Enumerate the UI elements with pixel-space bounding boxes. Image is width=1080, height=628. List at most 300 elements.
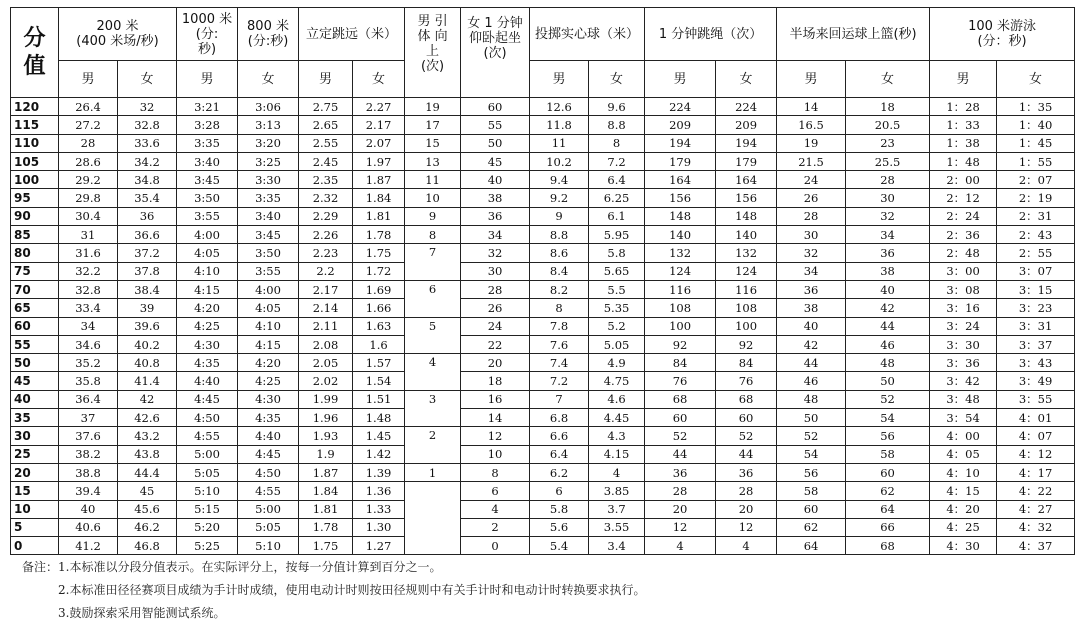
table-cell: 224 xyxy=(716,98,777,116)
header-jump-male: 男 xyxy=(299,61,353,98)
table-cell: 1.36 xyxy=(353,482,405,500)
table-cell: 26 xyxy=(777,189,846,207)
table-cell: 4：37 xyxy=(997,537,1075,555)
score-cell: 105 xyxy=(11,152,59,170)
table-cell: 3:40 xyxy=(238,207,299,225)
table-cell: 1.87 xyxy=(299,463,353,481)
table-cell-pullup: 11 xyxy=(405,171,461,189)
table-cell: 12 xyxy=(716,518,777,536)
table-cell: 38 xyxy=(461,189,530,207)
table-cell: 1.48 xyxy=(353,409,405,427)
table-cell: 4：22 xyxy=(997,482,1075,500)
table-cell: 7.6 xyxy=(530,335,589,353)
table-cell: 3:21 xyxy=(177,98,238,116)
table-cell-pullup: 10 xyxy=(405,189,461,207)
table-cell: 5:10 xyxy=(177,482,238,500)
table-cell: 8.8 xyxy=(589,116,645,134)
table-cell: 30 xyxy=(461,262,530,280)
table-cell: 16 xyxy=(461,390,530,408)
table-cell: 5.5 xyxy=(589,280,645,298)
table-cell: 4:55 xyxy=(238,482,299,500)
table-cell: 28 xyxy=(59,134,118,152)
table-cell: 1.72 xyxy=(353,262,405,280)
table-cell: 46.8 xyxy=(118,537,177,555)
table-cell: 7.2 xyxy=(589,152,645,170)
table-cell: 16.5 xyxy=(777,116,846,134)
score-cell: 55 xyxy=(11,335,59,353)
table-cell-pullup: 7 xyxy=(405,244,461,281)
table-cell: 140 xyxy=(716,226,777,244)
table-cell: 3：15 xyxy=(997,280,1075,298)
table-cell: 1.84 xyxy=(353,189,405,207)
table-cell: 36 xyxy=(461,207,530,225)
table-cell: 54 xyxy=(846,409,930,427)
table-cell: 3：48 xyxy=(930,390,997,408)
table-cell: 3:13 xyxy=(238,116,299,134)
table-cell: 40 xyxy=(846,280,930,298)
header-jump: 立定跳远（米） xyxy=(299,8,405,61)
table-cell: 9.2 xyxy=(530,189,589,207)
table-cell: 9 xyxy=(530,207,589,225)
table-cell: 33.6 xyxy=(118,134,177,152)
table-cell: 6 xyxy=(530,482,589,500)
score-cell: 0 xyxy=(11,537,59,555)
table-cell: 140 xyxy=(645,226,716,244)
table-cell: 1.27 xyxy=(353,537,405,555)
table-cell: 41.4 xyxy=(118,372,177,390)
score-cell: 25 xyxy=(11,445,59,463)
table-cell: 116 xyxy=(645,280,716,298)
table-cell: 1：33 xyxy=(930,116,997,134)
table-cell: 6.1 xyxy=(589,207,645,225)
table-cell: 6.2 xyxy=(530,463,589,481)
table-cell: 38.2 xyxy=(59,445,118,463)
table-cell: 64 xyxy=(846,500,930,518)
table-cell: 52 xyxy=(846,390,930,408)
table-cell: 100 xyxy=(716,317,777,335)
score-cell: 80 xyxy=(11,244,59,262)
header-ball: 投掷实心球（米） xyxy=(530,8,645,61)
table-cell: 8 xyxy=(530,299,589,317)
table-cell: 209 xyxy=(716,116,777,134)
table-body xyxy=(11,98,1075,555)
table-cell: 50 xyxy=(777,409,846,427)
table-cell: 4:05 xyxy=(238,299,299,317)
table-cell: 20 xyxy=(645,500,716,518)
table-cell: 5.8 xyxy=(589,244,645,262)
table-cell: 4：30 xyxy=(930,537,997,555)
table-cell: 38 xyxy=(777,299,846,317)
table-cell: 2.11 xyxy=(299,317,353,335)
table-cell: 1.81 xyxy=(353,207,405,225)
score-table xyxy=(10,7,1075,555)
table-row xyxy=(11,518,1075,536)
table-cell: 3：23 xyxy=(997,299,1075,317)
table-cell: 2：24 xyxy=(930,207,997,225)
table-row xyxy=(11,372,1075,390)
table-row xyxy=(11,537,1075,555)
table-cell: 24 xyxy=(461,317,530,335)
score-cell: 5 xyxy=(11,518,59,536)
header-jump-female: 女 xyxy=(353,61,405,98)
table-cell: 3：07 xyxy=(997,262,1075,280)
table-cell: 1.57 xyxy=(353,354,405,372)
table-cell: 45 xyxy=(461,152,530,170)
table-cell: 52 xyxy=(716,427,777,445)
table-cell: 4 xyxy=(461,500,530,518)
table-cell: 32 xyxy=(461,244,530,262)
table-cell: 4.15 xyxy=(589,445,645,463)
table-cell: 38.8 xyxy=(59,463,118,481)
table-cell: 40.2 xyxy=(118,335,177,353)
table-cell: 3:50 xyxy=(238,244,299,262)
table-cell: 2.23 xyxy=(299,244,353,262)
table-cell: 56 xyxy=(846,427,930,445)
table-row xyxy=(11,280,1075,298)
table-cell: 2.17 xyxy=(299,280,353,298)
table-cell: 32.8 xyxy=(118,116,177,134)
table-cell: 62 xyxy=(846,482,930,500)
table-cell: 42.6 xyxy=(118,409,177,427)
table-cell: 35.8 xyxy=(59,372,118,390)
table-cell: 1.45 xyxy=(353,427,405,445)
table-row xyxy=(11,445,1075,463)
score-cell: 65 xyxy=(11,299,59,317)
table-cell: 34 xyxy=(846,226,930,244)
table-cell: 5.65 xyxy=(589,262,645,280)
table-cell: 2：43 xyxy=(997,226,1075,244)
table-cell: 4:10 xyxy=(238,317,299,335)
header-run1000: 1000 米 (分: 秒) xyxy=(177,8,238,61)
table-row xyxy=(11,335,1075,353)
table-cell: 4:35 xyxy=(238,409,299,427)
table-cell: 45.6 xyxy=(118,500,177,518)
table-row xyxy=(11,463,1075,481)
table-cell: 1.81 xyxy=(299,500,353,518)
table-cell: 108 xyxy=(645,299,716,317)
table-cell: 156 xyxy=(645,189,716,207)
table-cell: 62 xyxy=(777,518,846,536)
table-row xyxy=(11,409,1075,427)
table-cell: 3：30 xyxy=(930,335,997,353)
table-cell: 40 xyxy=(777,317,846,335)
table-cell: 3:45 xyxy=(238,226,299,244)
table-cell: 1：28 xyxy=(930,98,997,116)
table-cell: 5:05 xyxy=(238,518,299,536)
table-cell: 2.2 xyxy=(299,262,353,280)
score-cell: 35 xyxy=(11,409,59,427)
table-cell: 7 xyxy=(530,390,589,408)
table-cell: 37.8 xyxy=(118,262,177,280)
score-cell: 115 xyxy=(11,116,59,134)
table-cell: 3：43 xyxy=(997,354,1075,372)
table-cell: 4：07 xyxy=(997,427,1075,445)
table-cell: 2.08 xyxy=(299,335,353,353)
header-run800: 800 米 (分:秒) xyxy=(238,8,299,61)
table-cell: 10 xyxy=(461,445,530,463)
table-row xyxy=(11,482,1075,500)
table-cell: 2.14 xyxy=(299,299,353,317)
table-cell-pullup: 9 xyxy=(405,207,461,225)
table-cell: 4:15 xyxy=(177,280,238,298)
table-cell: 3.7 xyxy=(589,500,645,518)
table-cell-pullup: 13 xyxy=(405,152,461,170)
table-cell: 4:20 xyxy=(177,299,238,317)
table-cell: 7.2 xyxy=(530,372,589,390)
table-cell: 27.2 xyxy=(59,116,118,134)
table-cell: 1.78 xyxy=(353,226,405,244)
table-cell: 8.6 xyxy=(530,244,589,262)
table-cell: 3:06 xyxy=(238,98,299,116)
table-cell: 25.5 xyxy=(846,152,930,170)
table-cell: 30 xyxy=(777,226,846,244)
table-cell: 1.69 xyxy=(353,280,405,298)
table-cell: 2：48 xyxy=(930,244,997,262)
table-cell: 36.6 xyxy=(118,226,177,244)
table-cell: 2.55 xyxy=(299,134,353,152)
header-basket-female: 女 xyxy=(846,61,930,98)
table-cell: 4:40 xyxy=(238,427,299,445)
table-cell: 3：16 xyxy=(930,299,997,317)
table-cell: 4.3 xyxy=(589,427,645,445)
table-cell: 4：10 xyxy=(930,463,997,481)
table-row xyxy=(11,354,1075,372)
table-cell: 2.32 xyxy=(299,189,353,207)
table-cell: 2.29 xyxy=(299,207,353,225)
table-cell: 2.35 xyxy=(299,171,353,189)
table-cell: 34 xyxy=(777,262,846,280)
table-cell: 5.95 xyxy=(589,226,645,244)
table-row xyxy=(11,207,1075,225)
table-cell: 40.6 xyxy=(59,518,118,536)
table-cell: 4:55 xyxy=(177,427,238,445)
table-cell: 1：45 xyxy=(997,134,1075,152)
table-cell: 4：17 xyxy=(997,463,1075,481)
table-cell: 4:25 xyxy=(238,372,299,390)
table-cell: 6.25 xyxy=(589,189,645,207)
table-cell: 36 xyxy=(645,463,716,481)
table-cell: 32.8 xyxy=(59,280,118,298)
table-cell: 132 xyxy=(645,244,716,262)
table-cell: 34.8 xyxy=(118,171,177,189)
table-cell-pullup: 6 xyxy=(405,280,461,317)
table-cell: 28 xyxy=(461,280,530,298)
table-cell: 3:40 xyxy=(177,152,238,170)
table-cell: 60 xyxy=(461,98,530,116)
header-pullup: 男 引 体 向 上 (次) xyxy=(405,8,461,98)
table-cell: 1.39 xyxy=(353,463,405,481)
score-cell: 40 xyxy=(11,390,59,408)
table-cell: 34.2 xyxy=(118,152,177,170)
table-row xyxy=(11,116,1075,134)
table-cell-pullup: 8 xyxy=(405,226,461,244)
table-cell: 3:20 xyxy=(238,134,299,152)
table-cell: 14 xyxy=(777,98,846,116)
table-cell: 3：24 xyxy=(930,317,997,335)
table-cell: 1.93 xyxy=(299,427,353,445)
table-cell: 12.6 xyxy=(530,98,589,116)
table-cell: 3:30 xyxy=(238,171,299,189)
table-cell: 6.8 xyxy=(530,409,589,427)
table-cell: 6.4 xyxy=(530,445,589,463)
table-cell: 8.4 xyxy=(530,262,589,280)
table-cell: 4:45 xyxy=(238,445,299,463)
table-cell: 4：25 xyxy=(930,518,997,536)
table-cell: 36.4 xyxy=(59,390,118,408)
table-cell: 8.8 xyxy=(530,226,589,244)
table-row xyxy=(11,299,1075,317)
table-row xyxy=(11,152,1075,170)
table-cell: 36 xyxy=(846,244,930,262)
table-cell: 156 xyxy=(716,189,777,207)
table-cell: 56 xyxy=(777,463,846,481)
table-cell: 4:50 xyxy=(238,463,299,481)
table-cell: 194 xyxy=(645,134,716,152)
score-cell: 50 xyxy=(11,354,59,372)
table-cell: 5:15 xyxy=(177,500,238,518)
table-cell: 28 xyxy=(716,482,777,500)
score-cell: 10 xyxy=(11,500,59,518)
table-cell: 46 xyxy=(846,335,930,353)
header-swim-female: 女 xyxy=(997,61,1075,98)
table-cell: 28 xyxy=(777,207,846,225)
score-cell: 100 xyxy=(11,171,59,189)
table-cell: 5:00 xyxy=(238,500,299,518)
table-cell: 5:20 xyxy=(177,518,238,536)
table-cell: 39 xyxy=(118,299,177,317)
table-cell: 76 xyxy=(716,372,777,390)
header-rope-male: 男 xyxy=(645,61,716,98)
table-cell: 60 xyxy=(645,409,716,427)
table-cell: 2.05 xyxy=(299,354,353,372)
header-swim-male: 男 xyxy=(930,61,997,98)
table-cell: 5:10 xyxy=(238,537,299,555)
table-cell: 7.8 xyxy=(530,317,589,335)
table-cell: 42 xyxy=(118,390,177,408)
table-cell: 3：49 xyxy=(997,372,1075,390)
table-cell: 8.2 xyxy=(530,280,589,298)
table-cell: 48 xyxy=(777,390,846,408)
notes xyxy=(22,556,1062,625)
table-cell: 46 xyxy=(777,372,846,390)
table-cell: 4:30 xyxy=(177,335,238,353)
table-cell: 3:55 xyxy=(238,262,299,280)
table-cell: 42 xyxy=(846,299,930,317)
table-cell: 5.4 xyxy=(530,537,589,555)
table-cell: 18 xyxy=(846,98,930,116)
table-row xyxy=(11,427,1075,445)
table-cell: 44 xyxy=(777,354,846,372)
table-cell: 5:00 xyxy=(177,445,238,463)
table-cell: 14 xyxy=(461,409,530,427)
table-cell: 1.99 xyxy=(299,390,353,408)
table-cell: 42 xyxy=(777,335,846,353)
table-cell: 3:45 xyxy=(177,171,238,189)
table-cell: 7.4 xyxy=(530,354,589,372)
table-cell: 18 xyxy=(461,372,530,390)
table-cell: 5:05 xyxy=(177,463,238,481)
table-cell: 4 xyxy=(589,463,645,481)
table-cell: 43.2 xyxy=(118,427,177,445)
table-cell: 37.2 xyxy=(118,244,177,262)
table-cell: 3：54 xyxy=(930,409,997,427)
table-cell: 1：48 xyxy=(930,152,997,170)
table-cell: 4:30 xyxy=(238,390,299,408)
table-cell: 30.4 xyxy=(59,207,118,225)
table-cell: 44.4 xyxy=(118,463,177,481)
table-cell: 50 xyxy=(461,134,530,152)
table-cell: 52 xyxy=(777,427,846,445)
table-cell: 9.6 xyxy=(589,98,645,116)
table-cell: 4：05 xyxy=(930,445,997,463)
table-cell: 3：36 xyxy=(930,354,997,372)
table-cell: 3：55 xyxy=(997,390,1075,408)
table-cell: 3:55 xyxy=(177,207,238,225)
header-run200-male: 男 xyxy=(59,61,118,98)
table-cell: 5.05 xyxy=(589,335,645,353)
table-cell: 43.8 xyxy=(118,445,177,463)
table-cell-pullup: 4 xyxy=(405,354,461,391)
table-cell: 1.6 xyxy=(353,335,405,353)
table-cell: 37 xyxy=(59,409,118,427)
header-run200-female: 女 xyxy=(118,61,177,98)
table-cell: 29.8 xyxy=(59,189,118,207)
score-cell: 90 xyxy=(11,207,59,225)
table-cell: 164 xyxy=(645,171,716,189)
table-cell: 4:05 xyxy=(177,244,238,262)
table-cell: 2.17 xyxy=(353,116,405,134)
table-header xyxy=(11,8,1075,98)
table-cell: 92 xyxy=(645,335,716,353)
table-cell: 35.2 xyxy=(59,354,118,372)
score-cell: 110 xyxy=(11,134,59,152)
table-cell: 38 xyxy=(846,262,930,280)
table-cell: 1：38 xyxy=(930,134,997,152)
table-cell: 50 xyxy=(846,372,930,390)
table-cell: 40 xyxy=(461,171,530,189)
table-cell: 39.6 xyxy=(118,317,177,335)
table-cell: 0 xyxy=(461,537,530,555)
table-cell: 28 xyxy=(846,171,930,189)
table-cell: 22 xyxy=(461,335,530,353)
table-cell: 3:25 xyxy=(238,152,299,170)
score-cell: 95 xyxy=(11,189,59,207)
table-cell: 30 xyxy=(846,189,930,207)
table-cell: 194 xyxy=(716,134,777,152)
table-cell: 4 xyxy=(716,537,777,555)
table-cell: 28.6 xyxy=(59,152,118,170)
table-cell: 1.63 xyxy=(353,317,405,335)
header-rope-female: 女 xyxy=(716,61,777,98)
table-cell: 3:28 xyxy=(177,116,238,134)
table-cell: 4:00 xyxy=(238,280,299,298)
table-cell: 60 xyxy=(846,463,930,481)
table-cell: 28 xyxy=(645,482,716,500)
table-cell: 5.35 xyxy=(589,299,645,317)
table-cell: 21.5 xyxy=(777,152,846,170)
table-cell: 44 xyxy=(716,445,777,463)
note-2: 2.本标准田径径赛项目成绩为手计时成绩，使用电动计时则按田径规则中有关手计时和电动计时转换要求执行。 xyxy=(58,583,646,597)
table-cell: 4:35 xyxy=(177,354,238,372)
table-cell: 45 xyxy=(118,482,177,500)
table-cell: 224 xyxy=(645,98,716,116)
table-cell: 84 xyxy=(645,354,716,372)
table-cell: 209 xyxy=(645,116,716,134)
table-cell: 26 xyxy=(461,299,530,317)
table-cell: 33.4 xyxy=(59,299,118,317)
table-cell: 148 xyxy=(716,207,777,225)
table-cell: 4 xyxy=(645,537,716,555)
